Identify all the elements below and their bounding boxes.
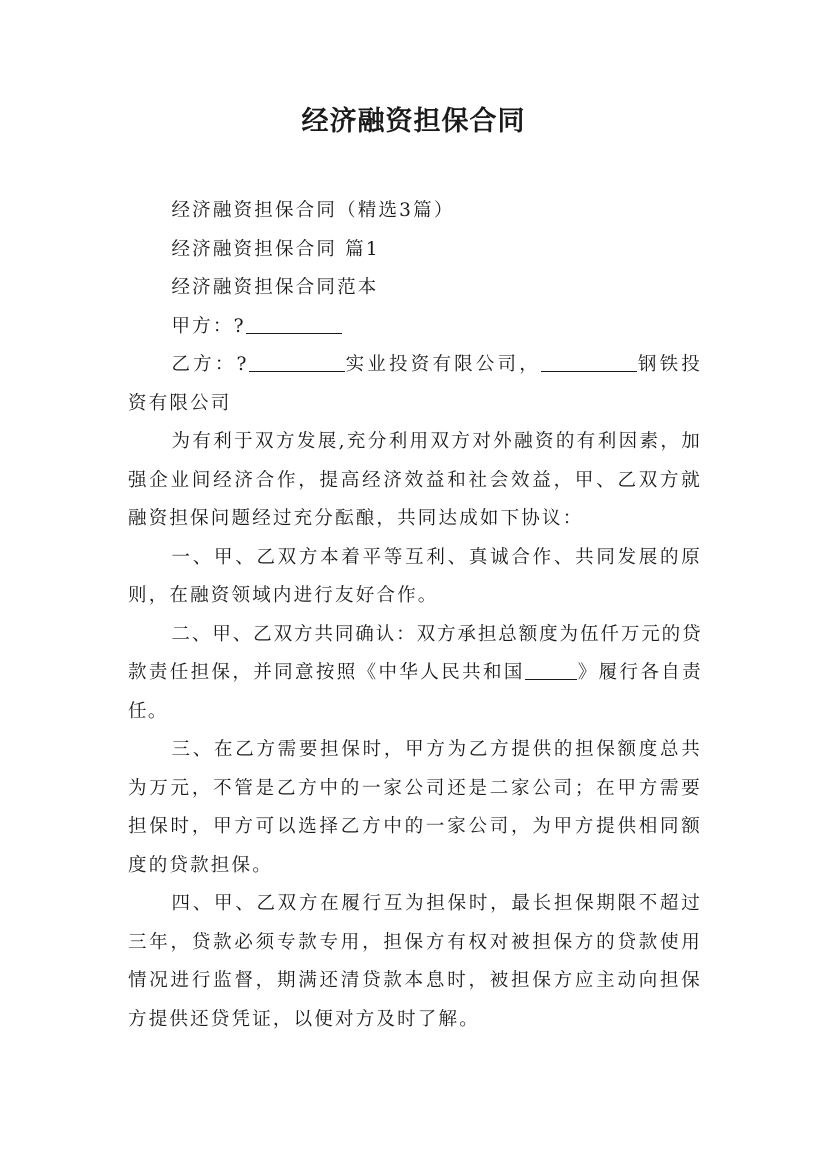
paragraph-subtitle: 经济融资担保合同（精选3篇）: [171, 200, 455, 221]
paragraph-preamble: 为有利于双方发展,充分利用双方对外融资的有利因素，加强企业间经济合作，提高经济效益和社会效益，甲、乙双方就融资担保问题经过充分酝酿，共同达成如下协议：: [128, 431, 702, 529]
document-body: [128, 192, 702, 1039]
party-b-company-2: 钢铁投资有限公司: [128, 354, 702, 414]
party-b-label: 乙方：?: [171, 354, 249, 375]
clause-3: 三、在乙方需要担保时，甲方为乙方提供的担保额度总共为万元，不管是乙方中的一家公司还是二家公司；在甲方需要担保时，甲方可以选择乙方中的一家公司，为甲方提供相同额度的贷款担保。: [128, 739, 702, 876]
clause-4: 四、甲、乙双方在履行互为担保时，最长担保期限不超过三年，贷款必须专款专用，担保方有权对被担保方的贷款使用情况进行监督，期满还清贷款本息时，被担保方应主动向担保方提供还贷凭证，以便对方及时了解。: [128, 893, 702, 1030]
paragraph-section-heading: 经济融资担保合同 篇1: [171, 238, 380, 260]
clause-2-suffix: 》履行各自责任。: [128, 662, 702, 722]
paragraph-template-heading: 经济融资担保合同范本: [171, 277, 379, 298]
party-a-label: 甲方：?: [171, 315, 246, 337]
document-title: 经济融资担保合同: [301, 106, 526, 137]
party-b-blank-1: [249, 353, 345, 372]
clause-2-text: 二、甲、乙双方共同确认：双方承担总额度为伍仟万元的贷款责任担保，并同意按照《中华人民共和国: [128, 623, 702, 683]
clause-2: [128, 616, 702, 732]
party-b-line: [128, 346, 702, 423]
party-b-company-1: 实业投资有限公司，: [344, 354, 541, 375]
party-a-blank: [246, 315, 342, 334]
clause-2-blank: [525, 661, 577, 680]
party-b-blank-2: [541, 353, 637, 372]
party-a-line: [128, 308, 702, 347]
clause-1: 一、甲、乙双方本着平等互利、真诚合作、共同发展的原则，在融资领域内进行友好合作。: [128, 546, 702, 606]
